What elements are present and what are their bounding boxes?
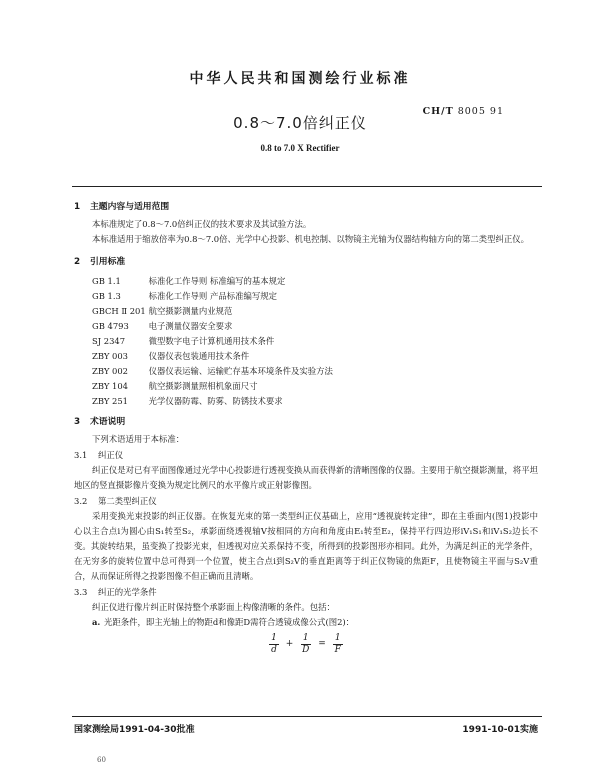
reference-text: 微型数字电子计算机通用技术条件 — [148, 336, 275, 346]
paragraph: 本标准适用于缩放倍率为0.8～7.0倍、光学中心投影、机电控制、以物镜主光轴为仪器结构轴方向的第二类型纠正仪。 — [92, 234, 530, 244]
subsection-number: 3.2 — [74, 496, 88, 506]
section-title: 主题内容与适用范围 — [90, 202, 170, 212]
reference-code: GB 4793 — [92, 321, 129, 331]
reference-code: ZBY 002 — [92, 366, 129, 376]
list-item — [92, 615, 538, 630]
reference-code: GB 1.1 — [92, 276, 121, 286]
reference-item — [92, 349, 538, 364]
reference-code: SJ 2347 — [92, 336, 126, 346]
paragraph: 下列术语适用于本标准： — [92, 434, 185, 444]
denominator: D — [302, 645, 310, 655]
lens-formula — [74, 633, 538, 656]
reference-item — [92, 274, 538, 289]
subsection-number: 3.1 — [74, 450, 88, 460]
operator-equals: = — [318, 639, 326, 649]
section-number: 1 — [74, 202, 81, 212]
reference-text: 航空摄影测量照相机象面尺寸 — [148, 381, 258, 391]
list-item-label: a. — [92, 617, 101, 627]
list-item-text: 光距条件，即主光轴上的物距d和像距D需符合透镜成像公式(图2)： — [104, 617, 355, 627]
reference-code: GBCH Ⅱ 201 — [92, 306, 146, 316]
paragraph: 纠正仪进行像片纠正时保持整个承影面上构像清晰的条件。包括： — [92, 602, 335, 612]
reference-text: 标准化工作导则 产品标准编写规定 — [148, 291, 277, 301]
reference-item — [92, 379, 538, 394]
reference-item — [92, 289, 538, 304]
paragraph: 采用变换光束投影的纠正仪器。在恢复光束的第一类型纠正仪基础上，应用“透视旋转定律”，即在主垂面内(图1)投影中心以主合点i为圆心由S₁转至S₂，承影面绕透视轴V按相同的方向和角度由E₁转至E₂，保持平行四边形iV₁S₁和iV₁S₂边长不变。其旋转结果，虽变换了投影光束，但透视对应关系保持不变，所得到的投影图形亦相同。此外，为满足纠正的光学条件，在无穷多的旋转位置中总可得到一个位置，使主合点i到S₂V的垂直距离等于纠正仪物镜的焦距F，且使物镜主平面与S₂V重合，从而保证所得之投影图像不但正确而且清晰。 — [74, 511, 538, 581]
section-heading-3 — [74, 415, 538, 430]
standard-code: CH/T — [422, 106, 454, 117]
effective-date: 1991-10-01实施 — [462, 725, 538, 735]
reference-item — [92, 334, 538, 349]
document-body — [74, 196, 538, 659]
reference-list — [74, 274, 538, 409]
numerator: 1 — [334, 633, 341, 643]
subsection-title: 第二类型纠正仪 — [98, 496, 157, 506]
denominator: d — [271, 645, 277, 655]
document-title: 0.8～7.0倍纠正仪 — [233, 114, 367, 132]
section-number: 2 — [74, 257, 81, 267]
denominator: F — [334, 645, 341, 655]
section-title: 引用标准 — [90, 257, 126, 267]
standard-number-value: 8005 91 — [457, 106, 504, 117]
fraction — [269, 633, 279, 656]
industry-standard-title: 中华人民共和国测绘行业标准 — [189, 71, 411, 87]
reference-code: ZBY 003 — [92, 351, 129, 361]
subsection-title: 纠正的光学条件 — [98, 587, 157, 597]
reference-text: 电子测量仪器安全要求 — [148, 321, 233, 331]
section-number: 3 — [74, 417, 81, 427]
numerator: 1 — [271, 633, 277, 643]
english-title: 0.8 to 7.0 X Rectifier — [260, 143, 340, 153]
header-divider — [72, 186, 542, 187]
subsection-heading — [74, 585, 538, 600]
reference-text: 航空摄影测量内业规范 — [148, 306, 233, 316]
section-heading-1 — [74, 200, 538, 215]
paragraph: 本标准规定了0.8～7.0倍纠正仪的技术要求及其试验方法。 — [92, 219, 312, 229]
section-title: 术语说明 — [90, 417, 126, 427]
subsection-heading — [74, 448, 538, 463]
approval-date: 国家测绘局1991-04-30批准 — [74, 725, 195, 735]
operator-plus: + — [285, 639, 294, 649]
fraction — [300, 633, 311, 656]
reference-text: 仪器仪表运输、运输贮存基本环境条件及实验方法 — [148, 366, 333, 376]
reference-item — [92, 394, 538, 409]
reference-item — [92, 319, 538, 334]
section-heading-2 — [74, 255, 538, 270]
reference-code: ZBY 251 — [92, 396, 129, 406]
reference-item — [92, 364, 538, 379]
subsection-title: 纠正仪 — [98, 450, 124, 460]
reference-text: 仪器仪表包装通用技术条件 — [148, 351, 250, 361]
subsection-heading — [74, 494, 538, 509]
subsection-number: 3.3 — [74, 587, 88, 597]
fraction — [333, 633, 343, 656]
footer-divider — [72, 716, 542, 717]
paragraph: 纠正仪是对已有平面图像通过光学中心投影进行透视变换从而获得新的清晰图像的仪器。主要用于航空摄影测量，将平坦地区的竖直摄影像片变换为规定比例尺的水平像片或正射影像图。 — [74, 465, 538, 490]
numerator: 1 — [302, 633, 309, 643]
reference-code: ZBY 104 — [92, 381, 129, 391]
page-number: 60 — [97, 756, 106, 764]
reference-code: GB 1.3 — [92, 291, 121, 301]
reference-text: 标准化工作导则 标准编写的基本规定 — [148, 276, 286, 286]
reference-text: 光学仪器防霉、防雾、防锈技术要求 — [148, 396, 283, 406]
reference-item — [92, 304, 538, 319]
